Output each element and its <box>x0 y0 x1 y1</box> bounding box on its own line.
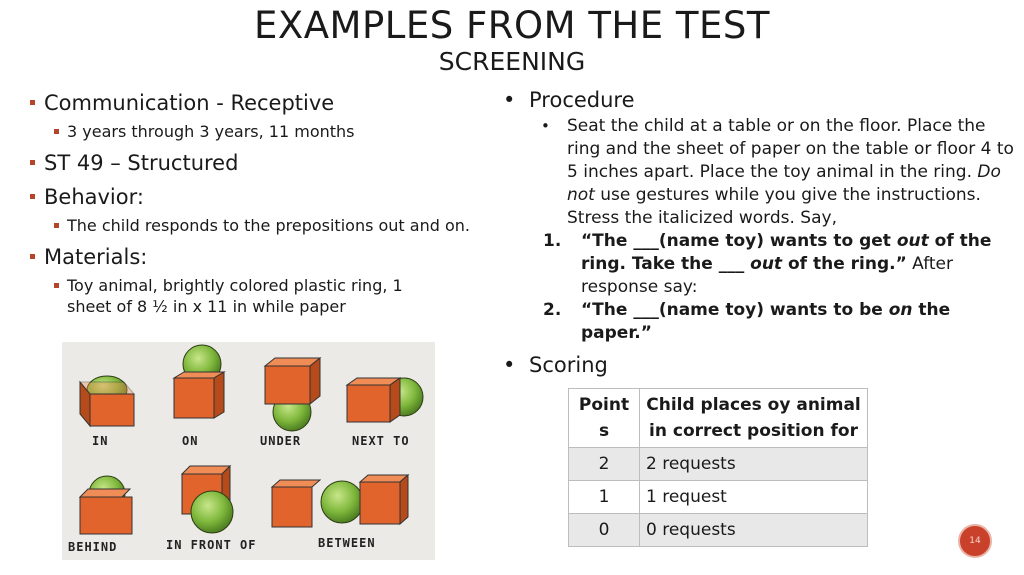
bullet-dot: • <box>503 353 516 377</box>
step-1-em2: out <box>750 254 783 274</box>
bullet-dot: • <box>541 117 550 135</box>
procedure-instructions <box>503 115 1023 230</box>
label-behind: BEHIND <box>68 540 118 554</box>
materials-text: Toy animal, brightly colored plastic ring, 1 sheet of 8 ½ in x 11 in while paper <box>30 275 447 317</box>
step-1-c: of the ring.” <box>782 254 907 274</box>
step-2-em: on <box>888 300 913 320</box>
step-1-number: 1. <box>543 231 562 251</box>
label-next-to: NEXT TO <box>352 434 410 448</box>
scoring-table <box>568 388 868 547</box>
label-on: ON <box>182 434 199 448</box>
prepositions-illustration <box>62 342 435 560</box>
bullet-scoring <box>503 352 608 378</box>
step-2-number: 2. <box>543 300 562 320</box>
cell-requests: 1 request <box>640 481 868 514</box>
label-under: UNDER <box>260 434 302 448</box>
instruction-part-a: Seat the child at a table or on the floor. Place the ring and the sheet of paper on the table or floor 4 to 5 inches apart. Place the toy animal in the ring. <box>567 116 1014 182</box>
step-1-a: “The ___(name toy) wants to get <box>581 231 897 251</box>
bullet-behavior: Behavior: <box>30 184 480 210</box>
step-1 <box>503 230 1023 299</box>
step-2 <box>503 299 1023 345</box>
label-in: IN <box>92 434 109 448</box>
instruction-emphasis: Do not <box>567 162 1001 205</box>
step-1-after: After response say: <box>581 254 953 297</box>
title-main: EXAMPLES FROM THE TEST <box>254 4 770 47</box>
scene-next-to <box>347 378 423 422</box>
procedure-column <box>503 87 1023 345</box>
step-2-b: the paper.” <box>581 300 951 343</box>
step-1-b: of the ring. Take the ___ <box>581 231 992 274</box>
table-header-row <box>569 389 868 448</box>
page-number-badge: 14 <box>958 524 992 558</box>
behavior-text: The child responds to the prepositions out and on. <box>30 215 480 236</box>
scene-on <box>174 345 224 418</box>
bullet-communication: Communication - Receptive <box>30 90 480 116</box>
label-in-front-of: IN FRONT OF <box>166 538 257 552</box>
slide-title <box>0 6 1024 76</box>
scene-in-front-of <box>182 466 233 533</box>
cell-points: 0 <box>569 514 640 547</box>
scoring-label: Scoring <box>529 353 608 377</box>
left-column <box>30 90 480 317</box>
instruction-part-b: use gestures while you give the instructions. Stress the italicized words. Say, <box>567 185 981 228</box>
step-2-a: “The ___(name toy) wants to be <box>581 300 889 320</box>
step-1-em: out <box>896 231 929 251</box>
header-child-places: Child places oy animal in correct position for <box>640 389 868 448</box>
bullet-dot: • <box>503 88 516 112</box>
cell-requests: 2 requests <box>640 448 868 481</box>
bullet-procedure <box>503 87 1023 113</box>
title-sub: SCREENING <box>438 47 586 76</box>
scene-behind <box>80 476 132 534</box>
procedure-label: Procedure <box>529 88 635 112</box>
scene-between <box>272 475 408 527</box>
illustration-drawing <box>62 342 435 560</box>
scene-in <box>80 376 134 426</box>
label-between: BETWEEN <box>318 536 376 550</box>
bullet-age-range: 3 years through 3 years, 11 months <box>30 121 480 142</box>
table-row <box>569 448 868 481</box>
cell-points: 1 <box>569 481 640 514</box>
table-row <box>569 481 868 514</box>
header-points: Point s <box>569 389 640 448</box>
table-row <box>569 514 868 547</box>
cell-requests: 0 requests <box>640 514 868 547</box>
bullet-materials: Materials: <box>30 244 480 270</box>
bullet-st: ST 49 – Structured <box>30 150 480 176</box>
scene-under <box>265 358 320 431</box>
cell-points: 2 <box>569 448 640 481</box>
